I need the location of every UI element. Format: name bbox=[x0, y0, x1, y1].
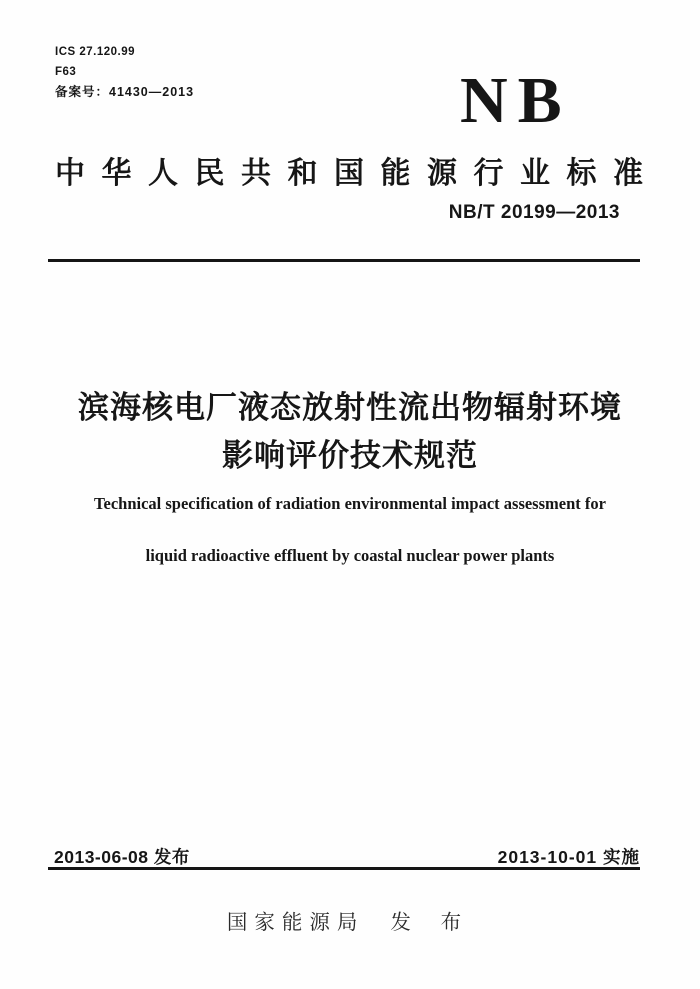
nb-logo: NB bbox=[460, 64, 572, 137]
implementation-date: 2013-10-01 实施 bbox=[497, 847, 640, 867]
bottom-divider bbox=[48, 867, 640, 870]
document-title-en bbox=[0, 478, 700, 582]
document-title-zh-line1: 滨海核电厂液态放射性流出物辐射环境 bbox=[78, 390, 622, 425]
document-title-zh bbox=[0, 384, 700, 480]
publisher-line bbox=[0, 905, 700, 935]
ics-code: ICS 27.120.99 bbox=[55, 46, 136, 58]
record-number: 备案号：41430—2013 bbox=[55, 85, 195, 99]
classification-code: F63 bbox=[55, 66, 77, 78]
standard-org-title: 中华人民共和国能源行业标准 bbox=[55, 157, 660, 190]
issue-date: 2013-06-08 发布 bbox=[54, 847, 190, 867]
date-row bbox=[48, 844, 640, 869]
publisher-action: 发 布 bbox=[390, 911, 474, 934]
document-title-en-line1: Technical specification of radiation environmental impact assessment for bbox=[94, 494, 606, 513]
standard-code: NB/T 20199—2013 bbox=[448, 202, 620, 223]
document-title-en-line2: liquid radioactive effluent by coastal nuclear power plants bbox=[145, 546, 555, 565]
top-divider bbox=[48, 259, 640, 262]
publisher-name: 国家能源局 bbox=[226, 911, 365, 934]
registry-block bbox=[55, 42, 194, 102]
document-title-zh-line2: 影响评价技术规范 bbox=[222, 438, 478, 473]
